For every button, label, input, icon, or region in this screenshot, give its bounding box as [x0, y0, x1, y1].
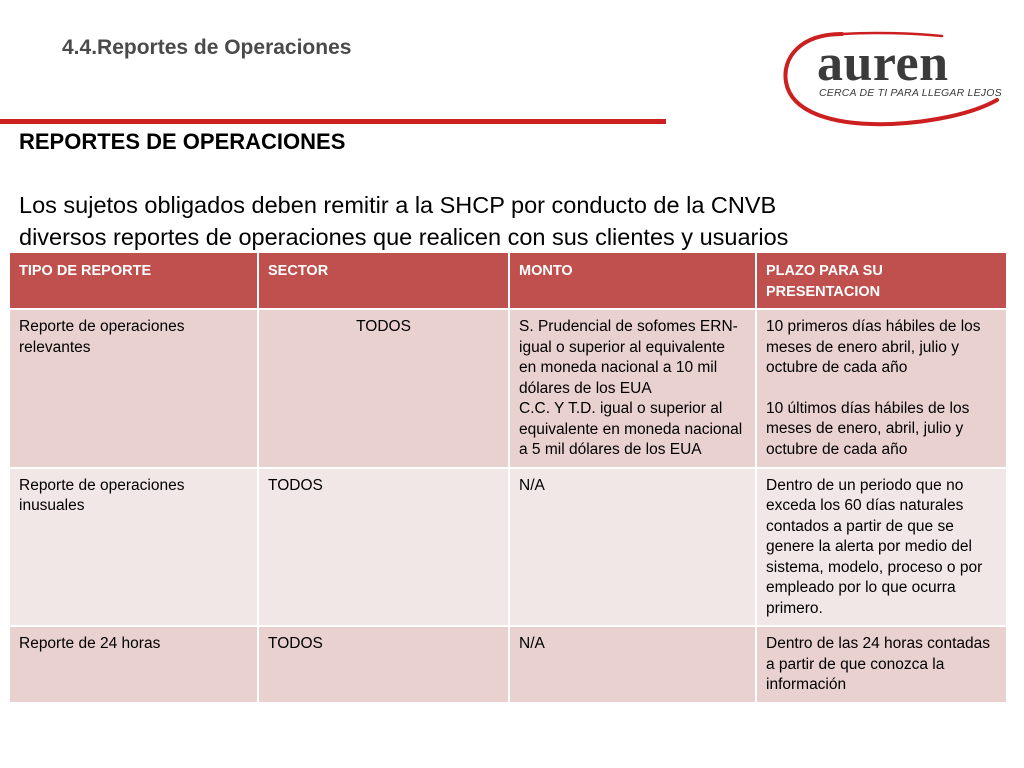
- cell-tipo: Reporte de operaciones inusuales: [9, 468, 258, 627]
- cell-sector: TODOS: [258, 626, 509, 703]
- page-title: 4.4.Reportes de Operaciones: [62, 36, 352, 59]
- cell-plazo: Dentro de las 24 horas contadas a partir de que conozca la información: [756, 626, 1007, 703]
- plazo-line: 10 últimos días hábiles de los meses de enero, abril, julio y octubre de cada año: [766, 399, 970, 458]
- column-header-monto: MONTO: [509, 252, 756, 309]
- table-header-row: [9, 252, 1007, 309]
- cell-plazo: Dentro de un periodo que no exceda los 60 días naturales contados a partir de que se genere la alerta por medio del sistema, modelo, proceso o por empleado por lo que ocurra primero.: [756, 468, 1007, 627]
- logo-tagline: CERCA DE TI PARA LLEGAR LEJOS: [819, 87, 1002, 99]
- section-heading: REPORTES DE OPERACIONES: [19, 129, 346, 154]
- monto-line: C.C. Y T.D. igual o superior al equivalente en moneda nacional a 5 mil dólares de los EUA: [519, 400, 743, 458]
- cell-monto: N/A: [509, 626, 756, 703]
- cell-monto: N/A: [509, 468, 756, 627]
- column-header-plazo: PLAZO PARA SU PRESENTACION: [756, 252, 1007, 309]
- cell-plazo: [756, 309, 1007, 468]
- table-row: [9, 626, 1007, 703]
- intro-line: diversos reportes de operaciones que realicen con sus clientes y usuarios: [19, 224, 789, 250]
- cell-monto: [509, 309, 756, 468]
- cell-tipo: Reporte de 24 horas: [9, 626, 258, 703]
- plazo-line: 10 primeros días hábiles de los meses de enero abril, julio y octubre de cada año: [766, 318, 981, 376]
- monto-line: S. Prudencial de sofomes ERN-igual o superior al equivalente en moneda nacional a 10 mil dólares de los EUA: [519, 318, 738, 397]
- logo-wordmark: auren: [817, 35, 949, 92]
- cell-sector: TODOS: [258, 309, 509, 468]
- auren-logo: [782, 30, 1004, 128]
- table-row: [9, 468, 1007, 627]
- cell-tipo: Reporte de operaciones relevantes: [9, 309, 258, 468]
- cell-sector: TODOS: [258, 468, 509, 627]
- table-row: [9, 309, 1007, 468]
- intro-line: Los sujetos obligados deben remitir a la SHCP por conducto de la CNVB: [19, 192, 777, 218]
- reports-table: [8, 251, 1008, 704]
- intro-paragraph: [19, 189, 1019, 253]
- header-divider: [0, 119, 666, 124]
- column-header-tipo: TIPO DE REPORTE: [9, 252, 258, 309]
- column-header-sector: SECTOR: [258, 252, 509, 309]
